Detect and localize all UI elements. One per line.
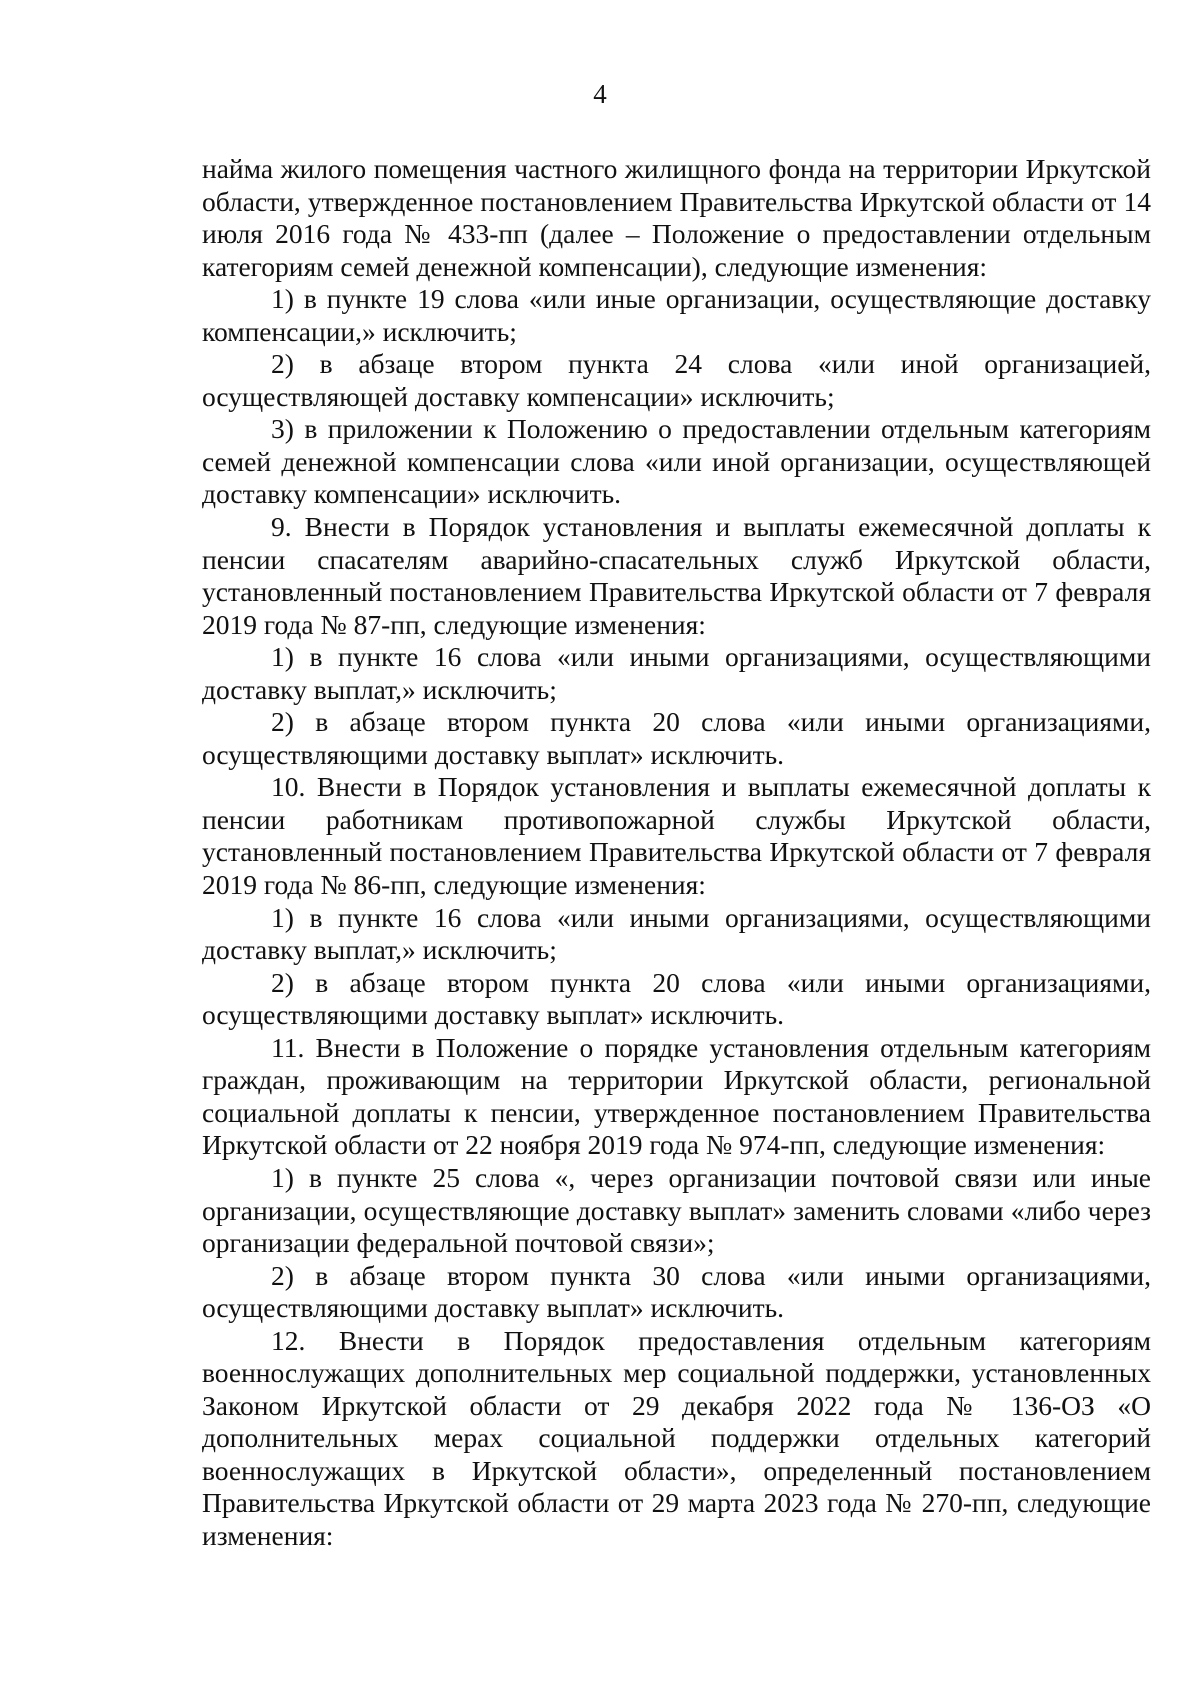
paragraph-item-9: 9. Внести в Порядок установления и выплаты ежемесячной доплаты к пенсии спасателям аварийно-спасательных служб Иркутской области, установленный постановлением Правительства Иркутской области от 7 февраля 2019 года № 87-пп, следующие изменения: <box>202 511 1151 640</box>
paragraph-item-10-1: 1) в пункте 16 слова «или иными организациями, осуществляющими доставку выплат,» исключить; <box>202 901 1151 966</box>
paragraph-item-8-3: 3) в приложении к Положению о предоставлении отдельным категориям семей денежной компенсации слова «или иной организации, осуществляющей доставку компенсации» исключить. <box>202 413 1151 510</box>
paragraph-item-8-2: 2) в абзаце втором пункта 24 слова «или иной организацией, осуществляющей доставку компенсации» исключить; <box>202 348 1151 412</box>
paragraph-item-10-2: 2) в абзаце втором пункта 20 слова «или иными организациями, осуществляющими доставку выплат» исключить. <box>202 966 1151 1031</box>
paragraph-item-11-1: 1) в пункте 25 слова «, через организации почтовой связи или иные организации, осуществляющие доставку выплат» заменить словами «либо через организации федеральной почтовой связи»; <box>202 1161 1151 1259</box>
paragraph-item-10: 10. Внести в Порядок установления и выплаты ежемесячной доплаты к пенсии работникам противопожарной службы Иркутской области, установленный постановлением Правительства Иркутской области от 7 февраля 2019 года № 86-пп, следующие изменения: <box>202 771 1151 901</box>
paragraph-item-9-1: 1) в пункте 16 слова «или иными организациями, осуществляющими доставку выплат,» исключить; <box>202 641 1151 705</box>
document-body <box>202 153 1151 1553</box>
page-number: 4 <box>593 79 607 109</box>
paragraph-continuation: найма жилого помещения частного жилищного фонда на территории Иркутской области, утвержденное постановлением Правительства Иркутской области от 14 июля 2016 года № 433-пп (далее – Положение о предоставлении отдельным категориям семей денежной компенсации), следующие изменения: <box>202 153 1151 282</box>
paragraph-item-11: 11. Внести в Положение о порядке установления отдельным категориям граждан, проживающим на территории Иркутской области, региональной социальной доплаты к пенсии, утвержденное постановлением Правительства Иркутской области от 22 ноября 2019 года № 974-пп, следующие изменения: <box>202 1031 1151 1161</box>
paragraph-item-11-2: 2) в абзаце втором пункта 30 слова «или иными организациями, осуществляющими доставку выплат» исключить. <box>202 1259 1151 1324</box>
paragraph-item-9-2: 2) в абзаце втором пункта 20 слова «или иными организациями, осуществляющими доставку выплат» исключить. <box>202 706 1151 770</box>
paragraph-item-8-1: 1) в пункте 19 слова «или иные организации, осуществляющие доставку компенсации,» исключить; <box>202 283 1151 347</box>
paragraph-item-12: 12. Внести в Порядок предоставления отдельным категориям военнослужащих дополнительных мер социальной поддержки, установленных Законом Иркутской области от 29 декабря 2022 года № 136-ОЗ «О дополнительных мерах социальной поддержки отдельных категорий военнослужащих в Иркутской области», определенный постановлением Правительства Иркутской области от 29 марта 2023 года № 270-пп, следующие изменения: <box>202 1324 1151 1551</box>
